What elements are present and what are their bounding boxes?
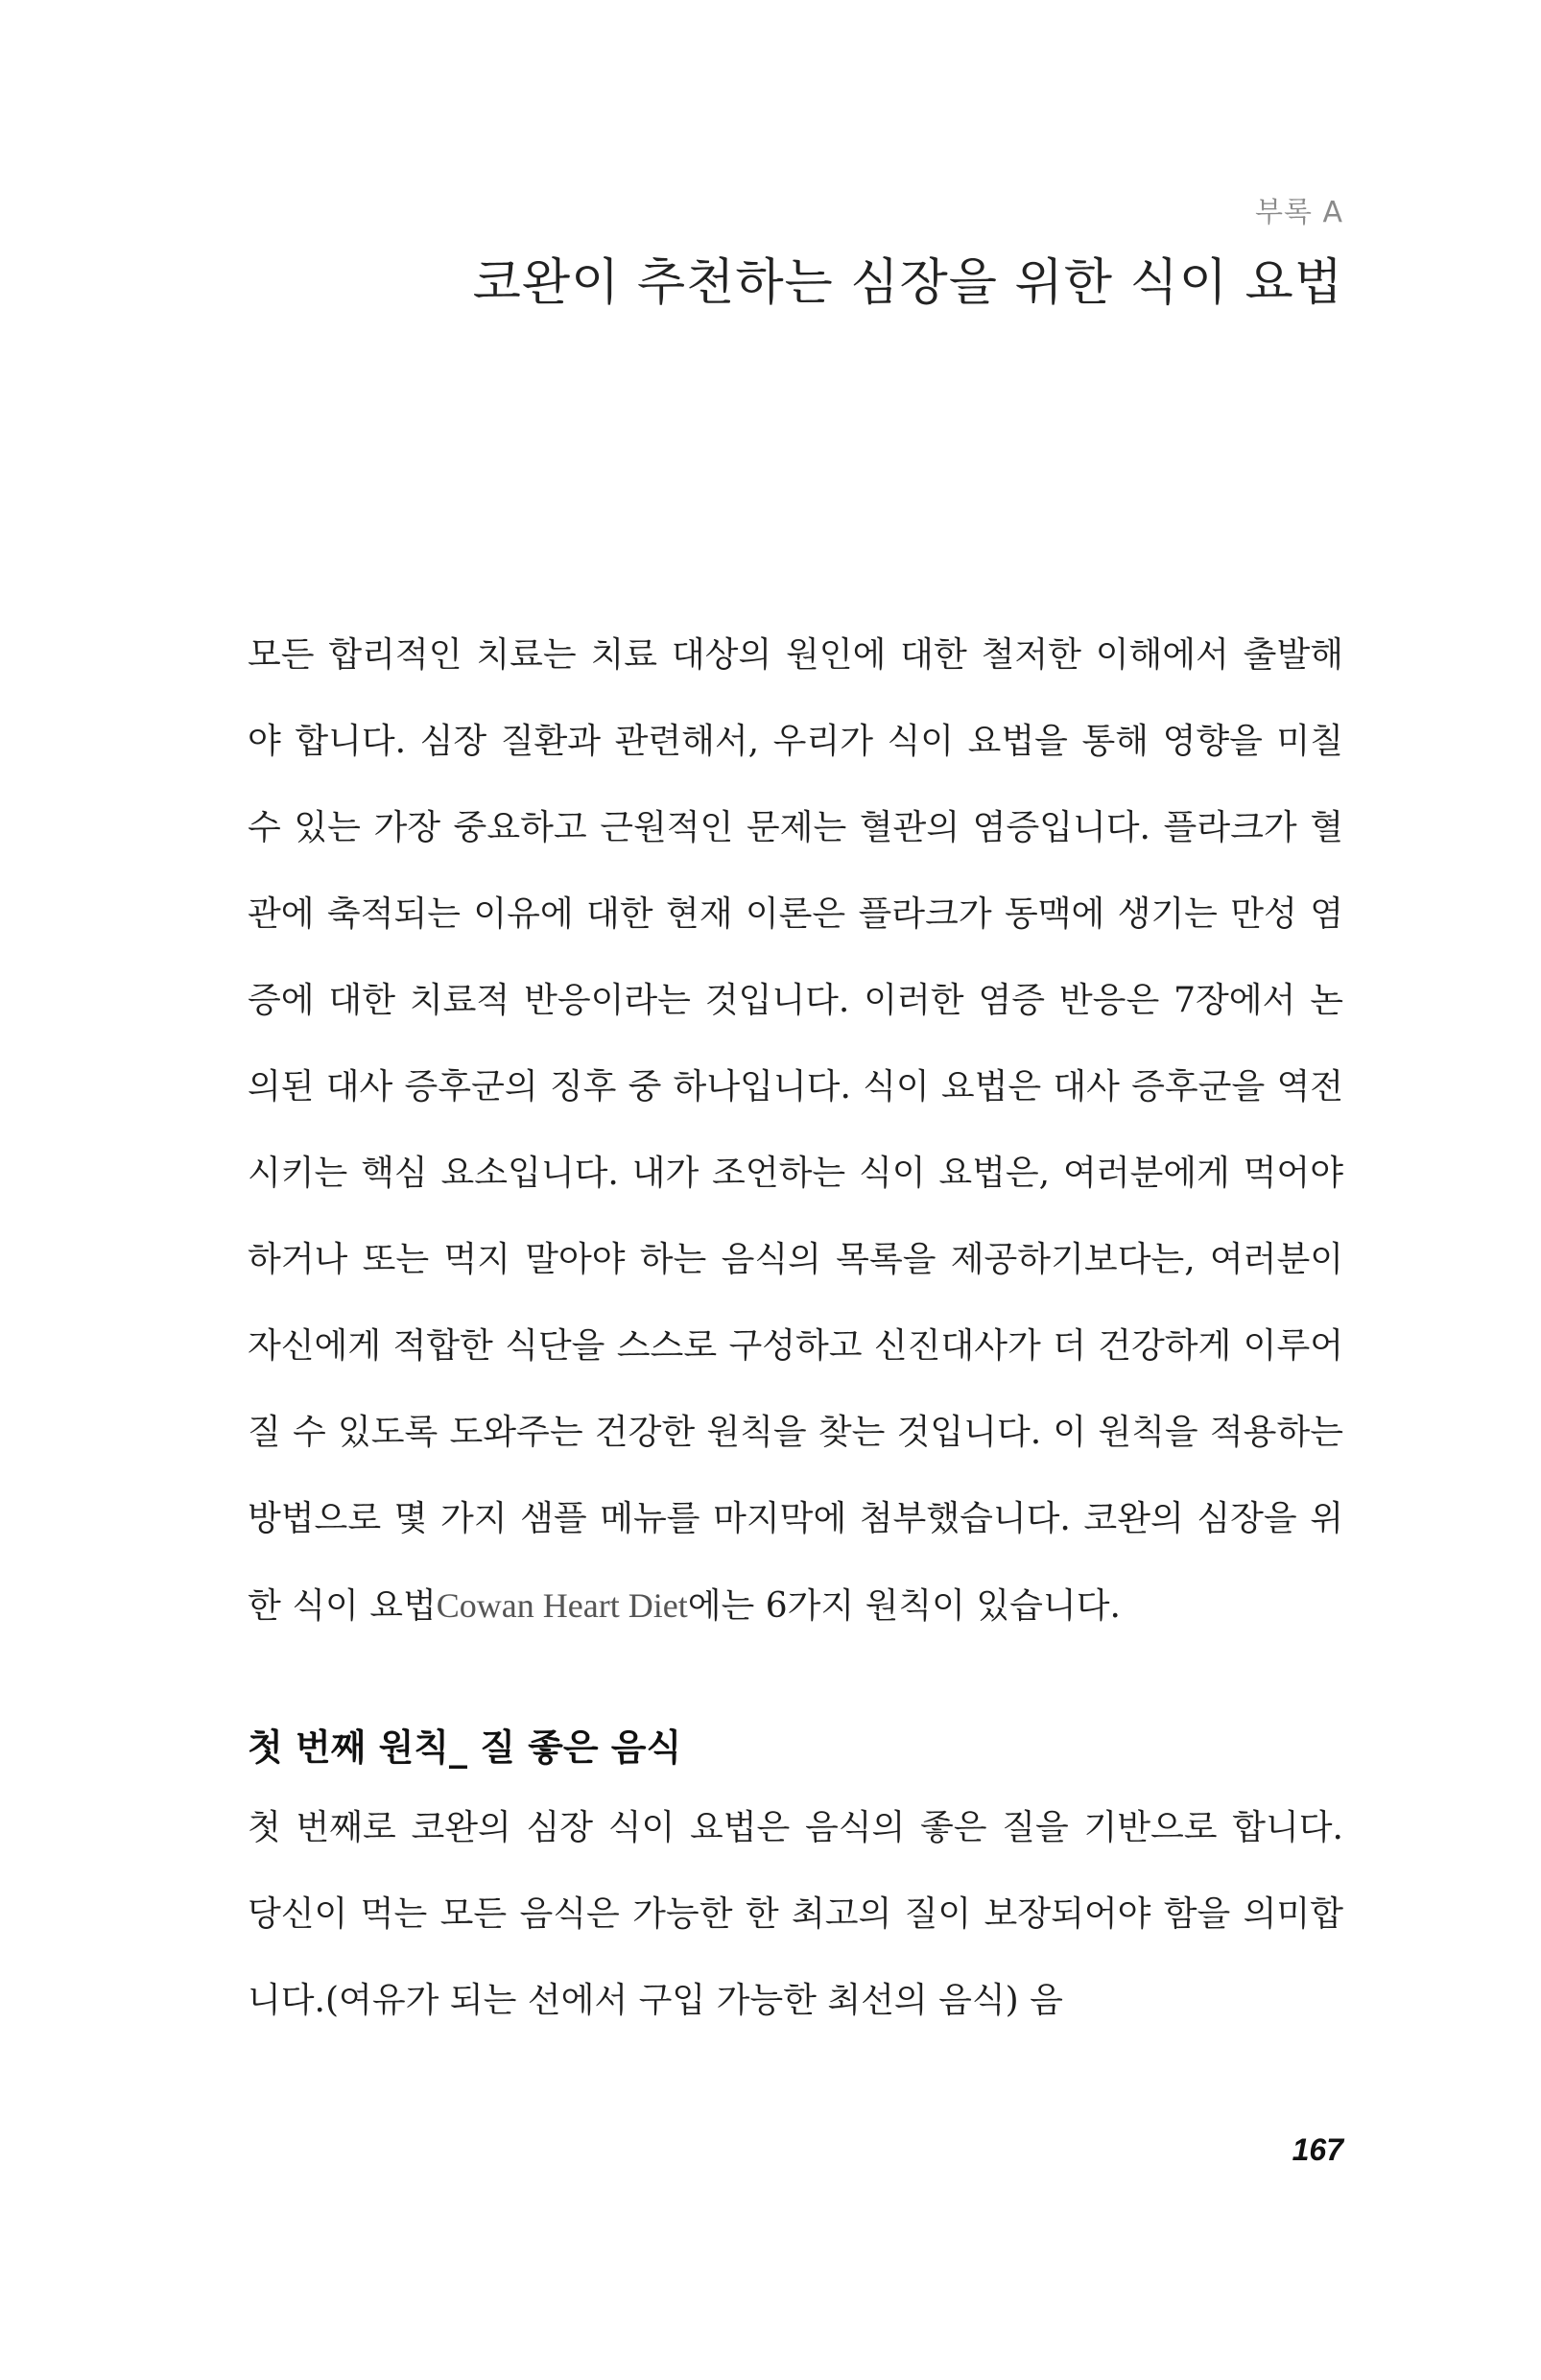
intro-paragraph <box>248 612 1343 1650</box>
intro-text-before: 모든 합리적인 치료는 치료 대상의 원인에 대한 철저한 이해에서 출발해야 합니다. 심장 질환과 관련해서, 우리가 식이 요법을 통해 영향을 미칠 수 있는 가장 중요하고 근원적인 문제는 혈관의 염증입니다. 플라크가 혈관에 축적되는 이유에 대한 현재 이론은 플라크가 동맥에 생기는 만성 염증에 대한 치료적 반응이라는 것입니다. 이러한 염증 반응은 7장에서 논의된 대사 증후군의 징후 중 하나입니다. 식이 요법은 대사 증후군을 역전시키는 핵심 요소입니다. 내가 조언하는 식이 요법은, 여러분에게 먹어야 하거나 또는 먹지 말아야 하는 음식의 목록을 제공하기보다는, 여러분이 자신에게 적합한 식단을 스스로 구성하고 신진대사가 더 건강하게 이루어질 수 있도록 도와주는 건강한 원칙을 찾는 것입니다. 이 원칙을 적용하는 방법으로 몇 가지 샘플 메뉴를 마지막에 첨부했습니다. 코완의 심장을 위한 식이 요법 <box>248 635 1343 1626</box>
principle-paragraph: 첫 번째로 코완의 심장 식이 요법은 음식의 좋은 질을 기반으로 합니다. 당신이 먹는 모든 음식은 가능한 한 최고의 질이 보장되어야 함을 의미합니다.(여유가 되는 선에서 구입 가능한 최선의 음식) 음 <box>248 1808 1343 2020</box>
english-term: Cowan Heart Diet <box>436 1586 688 1625</box>
chapter-title: 코완이 추천하는 심장을 위한 식이 요법 <box>472 254 1343 312</box>
appendix-label: 부록 A <box>1254 196 1343 229</box>
intro-text-after: 에는 6가지 원칙이 있습니다. <box>687 1586 1121 1626</box>
page-number: 167 <box>1292 2132 1343 2167</box>
section-heading: 첫 번째 원칙_ 질 좋은 음식 <box>248 1726 682 1769</box>
